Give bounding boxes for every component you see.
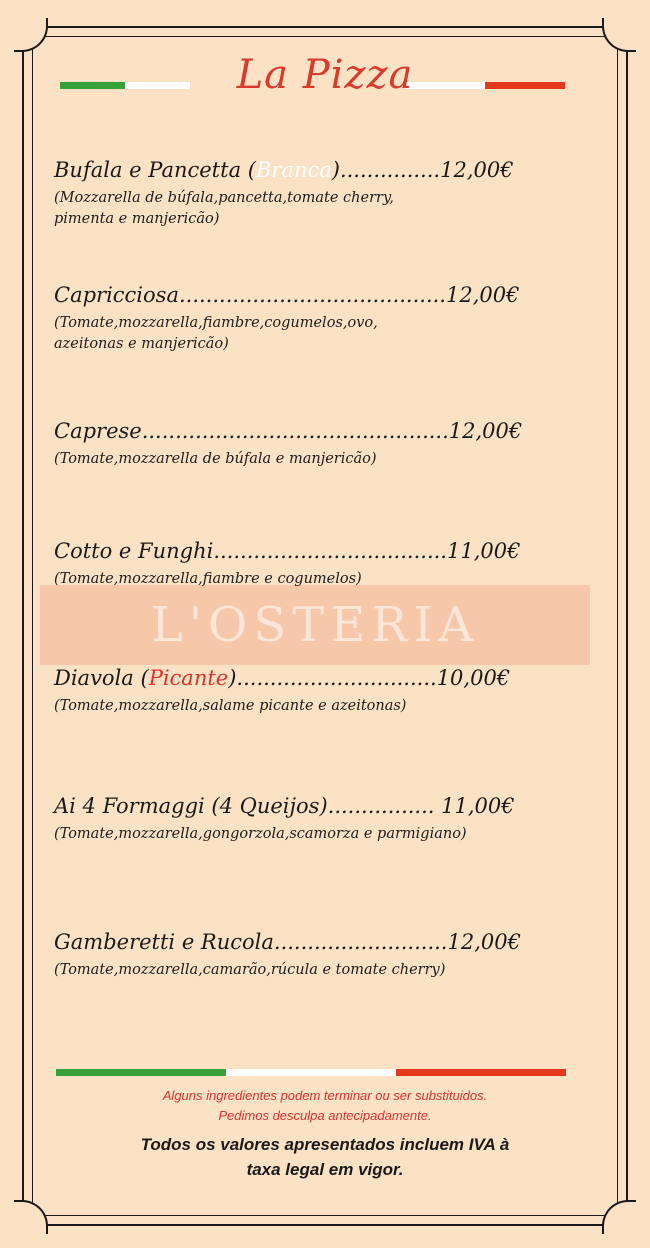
menu-item-line: Diavola (Picante)..............................10,00€ — [54, 666, 511, 690]
menu-item-line — [54, 539, 574, 563]
item-dots: .............................. — [236, 666, 437, 690]
item-description: (Tomate,mozzarella,salame picante e azeitonas) — [54, 698, 407, 714]
item-tag: Picante — [148, 666, 229, 690]
item-dots: .............................................. — [141, 419, 449, 443]
item-name: Ai 4 Formaggi (4 Queijos) — [54, 794, 328, 818]
item-tag: Branca — [255, 158, 332, 182]
page-title: La Pizza — [236, 52, 414, 98]
item-price: 11,00€ — [441, 794, 515, 818]
menu-item — [54, 419, 574, 470]
item-dots: .......................... — [273, 930, 448, 954]
menu-item — [54, 158, 574, 230]
menu-item-line — [54, 930, 574, 954]
apology-note: Pedimos desculpa antecipadamente. — [218, 1108, 432, 1123]
item-name: Capricciosa — [54, 283, 179, 307]
menu-item-line — [54, 794, 574, 818]
item-description: (Mozzarella de búfala,pancetta,tomate cherry, pimenta e manjericão) — [54, 190, 394, 227]
item-price: 12,00€ — [448, 419, 523, 443]
menu-item-line: Bufala e Pancetta (Branca)...............12,00€ — [54, 158, 514, 182]
vat-note: Todos os valores apresentados incluem IVA à taxa legal em vigor. — [140, 1135, 510, 1179]
item-price: 12,00€ — [447, 930, 521, 954]
item-description: (Tomate,mozzarella,fiambre,cogumelos,ovo, azeitonas e manjericão) — [54, 315, 378, 352]
item-price: 10,00€ — [436, 666, 511, 690]
menu-item — [54, 666, 574, 717]
menu-item — [54, 539, 574, 590]
menu-item — [54, 794, 574, 845]
item-price: 12,00€ — [440, 158, 514, 182]
item-dots: ........................................ — [178, 283, 446, 307]
item-name: Gamberetti e Rucola — [54, 930, 274, 954]
item-name: Diavola ( — [54, 666, 149, 690]
item-dots: ................ — [327, 794, 442, 818]
restaurant-logo-watermark: L'OSTERIA — [40, 585, 590, 665]
item-name: Bufala e Pancetta ( — [54, 158, 256, 182]
italian-flag-divider — [56, 1069, 566, 1076]
item-name: Cotto e Funghi — [54, 539, 214, 563]
menu-item-line — [54, 283, 574, 307]
item-dots: ................................... — [213, 539, 447, 563]
item-price: 12,00€ — [445, 283, 520, 307]
item-description: (Tomate,mozzarella,fiambre e cogumelos) — [54, 571, 362, 587]
item-name: Caprese — [54, 419, 142, 443]
item-description: (Tomate,mozzarella,gongorzola,scamorza e parmigiano) — [54, 826, 467, 842]
menu-item — [54, 930, 574, 981]
menu-item-line — [54, 419, 574, 443]
item-dots: ............... — [339, 158, 441, 182]
item-description: (Tomate,mozzarella,camarão,rúcula e tomate cherry) — [54, 962, 446, 978]
item-description: (Tomate,mozzarella de búfala e manjericão) — [54, 451, 377, 467]
item-price: 11,00€ — [446, 539, 521, 563]
menu-item — [54, 283, 574, 355]
ingredients-note: Alguns ingredientes podem terminar ou ser substituidos. — [162, 1088, 488, 1103]
